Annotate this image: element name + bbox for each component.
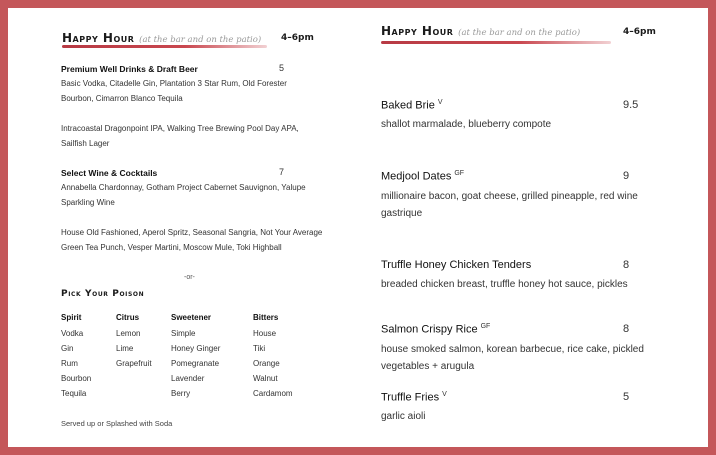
section-desc-wine: Annabella Chardonnay, Gotham Project Cabernet Sauvignon, Yalupe Sparkling Wine [61,183,306,207]
section-price-well-drinks: 5 [279,63,285,73]
list-item: Grapefruit [116,359,152,368]
bitters-column [253,313,293,404]
list-item: Orange [253,359,280,368]
menu-item-desc: millionaire bacon, goat cheese, grilled pineapple, red wine gastrique [381,191,638,219]
menu-item-name: Salmon Crispy Rice $^{GF}$ [381,323,491,336]
list-item: Vodka [61,329,84,338]
list-item: Lime [116,344,134,353]
menu-item-name: Truffle Fries $^V$ [381,391,447,404]
list-item: Tequila [61,389,87,398]
spirit-column [61,313,91,404]
column-header: Citrus [116,313,140,322]
list-item: Berry [171,389,191,398]
menu-item-price: 8 [623,323,630,335]
list-item: Pomegranate [171,359,220,368]
happy-hour-time: 4–6pm [281,33,314,43]
menu-item-name: Medjool Dates $^{GF}$ [381,170,465,183]
brush-stroke-divider [381,41,611,44]
menu-item-price: 5 [623,391,630,403]
menu-item-price: 9.5 [623,99,639,111]
list-item: Rum [61,359,78,368]
list-item: Honey Ginger [171,344,221,353]
dietary-tag: V [437,99,443,106]
section-heading-wine-cocktails: Select Wine & Cocktails [61,168,158,178]
happy-hour-title: Happy Hour (at the bar and on the patio) [62,31,262,45]
column-header: Bitters [253,313,279,322]
list-item: House [253,329,277,338]
happy-hour-subtitle: (at the bar and on the patio) [458,28,581,38]
sweetener-column [171,313,220,404]
happy-hour-subtitle: (at the bar and on the patio) [139,35,262,45]
menu-item-desc: shallot marmalade, blueberry compote [381,119,552,130]
column-header: Sweetener [171,313,212,322]
section-price-wine-cocktails: 7 [279,167,285,177]
menu-item-desc: garlic aioli [381,411,426,422]
happy-hour-time: 4–6pm [623,27,656,37]
list-item: Cardamom [253,389,293,398]
column-header: Spirit [61,313,82,322]
menu-item-desc: house smoked salmon, korean barbecue, rice cake, pickled vegetables + arugula [381,344,644,372]
menu-item-name: Truffle Honey Chicken Tenders [381,259,532,271]
happy-hour-title: Happy Hour (at the bar and on the patio) [381,24,581,38]
served-note: Served up or Splashed with Soda [61,419,173,428]
pick-your-poison-title: Pick Your Poison [61,289,145,299]
list-item: Gin [61,344,74,353]
list-item: Walnut [253,374,278,383]
dietary-tag: V [442,391,447,398]
list-item: Lemon [116,329,141,338]
citrus-column [116,313,152,374]
dietary-tag: GF [480,323,491,330]
list-item: Bourbon [61,374,92,383]
list-item: Simple [171,329,196,338]
or-divider: -or- [184,274,195,281]
brush-stroke-divider [62,45,267,48]
menu-page [8,8,708,447]
section-heading-well-drinks: Premium Well Drinks & Draft Beer [61,64,198,74]
dietary-tag: GF [454,170,465,177]
menu-item-desc: breaded chicken breast, truffle honey hot sauce, pickles [381,279,628,290]
section-desc-draft-beer: Intracoastal Dragonpoint IPA, Walking Tree Brewing Pool Day APA, Sailfish Lager [61,124,299,148]
list-item: Lavender [171,374,205,383]
section-desc-cocktails: House Old Fashioned, Aperol Spritz, Seasonal Sangria, Not Your Average Green Tea Punch, Vesper Martini, Moscow Mule, Toki Highball [61,228,323,252]
menu-item-price: 9 [623,170,630,182]
menu-item-name: Baked Brie $^V$ [381,99,443,112]
menu-item-price: 8 [623,259,630,271]
list-item: Tiki [253,344,266,353]
section-desc-well-drinks: Basic Vodka, Citadelle Gin, Plantation 3 Star Rum, Old Forester Bourbon, Cimarron Blanco Tequila [61,79,287,103]
